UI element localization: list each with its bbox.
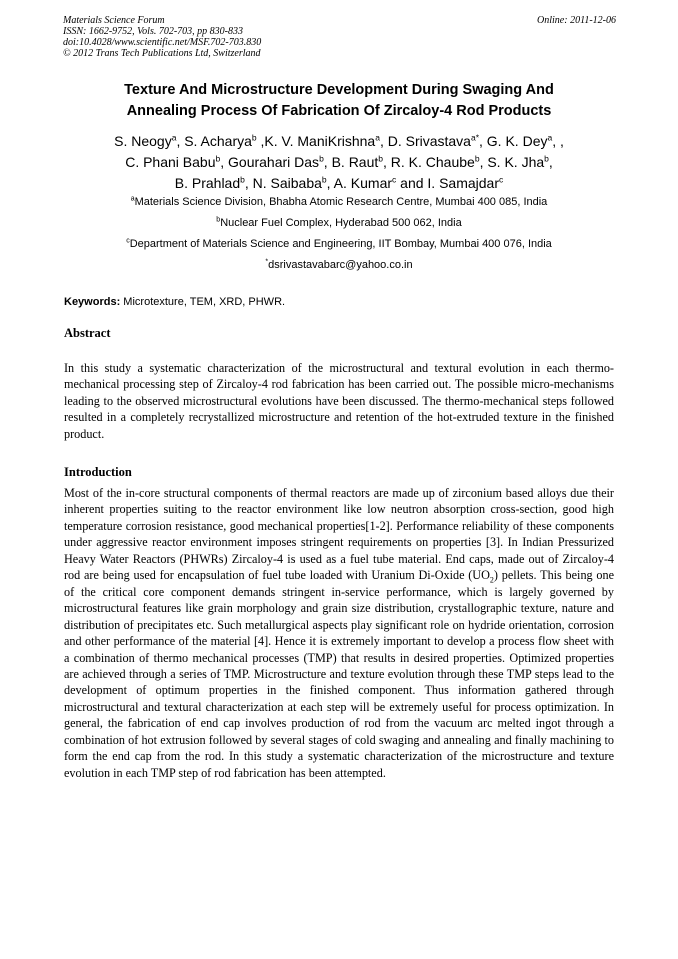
email-text: dsrivastavabarc@yahoo.co.in xyxy=(268,259,413,271)
doi-line: doi:10.4028/www.scientific.net/MSF.702-703.830 xyxy=(63,37,262,48)
author-name: , G. K. Dey xyxy=(479,133,548,149)
author-affiliation-marker: b xyxy=(251,132,257,143)
subscript: 2 xyxy=(489,575,494,585)
introduction-paragraph xyxy=(64,485,614,781)
author-affiliation-marker: a xyxy=(171,132,177,143)
journal-header xyxy=(63,15,616,59)
author-name: C. Phani Babu xyxy=(125,154,216,170)
author-affiliation-marker: a xyxy=(547,132,553,143)
affiliation-marker: c xyxy=(126,237,130,245)
author-affiliation-marker: b xyxy=(474,153,480,164)
paper-title xyxy=(60,80,618,122)
abstract-paragraph: In this study a systematic characterization of the microstructural and textural evolution in each thermo-mechanical processing step of Zircaloy-4 rod fabrication has been carried out. The possible micro-mechanisms leading to the observed microstructural evolutions have been discussed. The thermo-mechanical steps followed resulted in a completely recrystallized microstructure and retention of the hot-extruded texture in the finished product. xyxy=(64,361,614,441)
keywords xyxy=(64,295,614,309)
author-affiliation-marker: a xyxy=(375,132,380,143)
author-affiliation-marker: b xyxy=(321,174,327,185)
author-name: , xyxy=(548,154,553,170)
author-line-2 xyxy=(60,152,618,173)
author-name: , Gourahari Das xyxy=(220,154,320,170)
copyright-line: © 2012 Trans Tech Publications Ltd, Switzerland xyxy=(63,48,261,59)
keywords-label: Keywords: xyxy=(64,296,121,308)
online-date: Online: 2011-12-06 xyxy=(537,15,616,26)
author-affiliation-marker: b xyxy=(215,153,221,164)
intro-text-part-1: Most of the in-core structural components of thermal reactors are made up of zirconium based alloys due their inherent properties suiting to the reactor environment like low neutron absorption cross-section, good high temperature corrosion resistance, good mechanical properties[1-2]. Performance reliability of these components under aggressive reactor environment imposes stringent requirements on properties [3]. In Indian Pressurized Heavy Water Reactors (PHWRs) Zircaloy-4 is used as a fuel tube material. End caps, made out of Zircaloy-4 rod are being used for encapsulation of fuel tube loaded with Uranium Di-Oxide (UO xyxy=(64,486,614,583)
author-name: and I. Samajdar xyxy=(396,175,499,191)
author-affiliation-marker: b xyxy=(319,153,324,164)
author-name: , A. Kumar xyxy=(326,175,393,191)
author-line-1 xyxy=(60,131,618,152)
author-list xyxy=(60,131,618,194)
author-name: B. Prahlad xyxy=(174,175,241,191)
author-name: , B. Raut xyxy=(323,154,379,170)
affiliation-text: Materials Science Division, Bhabha Atomic Research Centre, Mumbai 400 085, India xyxy=(134,196,548,208)
author-name: , , xyxy=(552,133,564,149)
affiliation-b xyxy=(60,216,618,230)
author-name: , S. K. Jha xyxy=(479,154,545,170)
issn-line: ISSN: 1662-9752, Vols. 702-703, pp 830-833 xyxy=(63,26,243,37)
title-line-2: Annealing Process Of Fabrication Of Zircaloy-4 Rod Products xyxy=(126,103,552,119)
author-affiliation-marker: c xyxy=(499,174,504,185)
keywords-text: Microtexture, TEM, XRD, PHWR. xyxy=(120,296,286,308)
author-name: ,K. V. ManiKrishna xyxy=(256,133,376,149)
affiliation-a xyxy=(60,195,618,209)
author-affiliation-marker: a* xyxy=(470,132,480,143)
title-line-1: Texture And Microstructure Development During Swaging And xyxy=(124,82,554,98)
author-name: , R. K. Chaube xyxy=(383,154,475,170)
author-affiliation-marker: c xyxy=(392,174,397,185)
author-affiliation-marker: b xyxy=(378,153,383,164)
corresponding-email xyxy=(60,258,618,272)
author-affiliation-marker: b xyxy=(544,153,549,164)
introduction-heading: Introduction xyxy=(64,465,132,479)
affiliation-c xyxy=(60,237,618,251)
abstract-heading: Abstract xyxy=(64,326,111,340)
author-affiliation-marker: b xyxy=(240,174,245,185)
affiliation-marker: * xyxy=(265,258,269,266)
journal-name: Materials Science Forum xyxy=(63,15,165,26)
affiliation-marker: b xyxy=(216,216,221,224)
author-name: , N. Saibaba xyxy=(244,175,322,191)
author-name: S. Neogy xyxy=(114,133,172,149)
affiliation-text: Nuclear Fuel Complex, Hyderabad 500 062, India xyxy=(220,217,462,229)
affiliation-text: Department of Materials Science and Engineering, IIT Bombay, Mumbai 400 076, India xyxy=(129,238,552,250)
intro-text-part-2: ) pellets. This being one of the critical core component demands stringent in-service performance, which is largely governed by microstructural features like grain morphology and grain size distribution, crystallographic texture, nature and distribution of precipitates etc. Such metallurgical aspects play significant role on hydride orientation, corrosion and other performance of the material [4]. Hence it is extremely important to develop a process flow sheet with a combination of thermo mechanical processes (TMP) that results in desired properties. Optimized properties are achieved through a series of TMP. Microstructure and texture evolution through these TMP steps lead to the development of optimum properties in the finished component. Thus information gathered through microstructural and textural characterization at each step will be extremely useful for process optimization. In general, the fabrication of end cap involves production of rod from the vacuum arc melted ingot through a combination of hot extrusion followed by several stages of cold swaging and annealing and finally machining to form the end cap from the rod. In this study a systematic characterization of the microstructure and texture evolution in each TMP step of rod fabrication has been attempted. xyxy=(64,568,614,780)
affiliation-marker: a xyxy=(130,195,135,203)
author-line-3 xyxy=(60,173,618,194)
author-name: , S. Acharya xyxy=(176,133,252,149)
author-name: , D. Srivastava xyxy=(379,133,471,149)
